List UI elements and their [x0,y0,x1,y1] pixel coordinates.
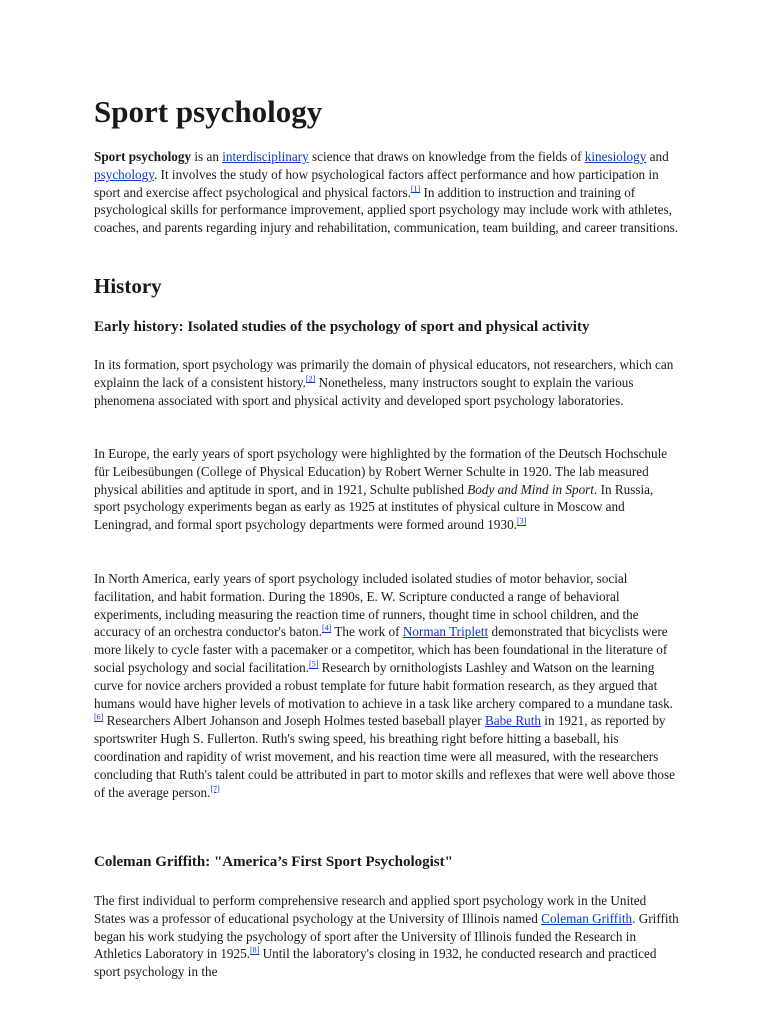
text-run: and [646,149,669,164]
reference-sup [322,624,331,633]
reference-sup [306,374,315,383]
reference-link-5[interactable]: [5] [308,659,319,669]
intro-paragraph [94,148,679,237]
paragraph-early-1 [94,356,679,409]
link-kinesiology[interactable]: kinesiology [584,149,647,164]
text-run: In Europe, the early years of sport psychology were highlighted by the formation of the Deutsch Hochschule für Leibesübungen (College of Physical Education) by Robert Werner Schulte in 1920. The lab measured physical abilities and aptitude in sport, and in 1921, Schulte published [94,446,668,497]
reference-link-4[interactable]: [4] [321,624,332,633]
book-title: Body and Mind in Sport [467,481,594,497]
link-interdisciplinary[interactable]: interdisciplinary [222,149,309,164]
paragraph-early-2 [94,445,679,534]
reference-link-8[interactable]: [8] [250,946,260,955]
text-run: is an [191,149,223,164]
text-run: In its formation, sport psychology was primarily the domain of physical educators, not researchers, which can explainn the lack of a consistent history. [94,357,674,390]
reference-sup [309,660,318,669]
subheading-coleman-griffith: Coleman Griffith: "America’s First Sport Psychologist" [94,854,453,870]
reference-link-1[interactable]: [1] [410,184,421,194]
link-coleman-griffith[interactable]: Coleman Griffith [541,910,633,926]
text-run: The first individual to perform comprehensive research and applied sport psychology work in the United States was a professor of educational psychology at the University of Illinois named [94,893,647,926]
reference-sup [411,184,420,193]
text-run: In North America, early years of sport psychology included isolated studies of motor behavior, social facilitation, and habit formation. During the 1890s, E. W. Scripture conducted a range of behavioral experiments, including measuring the reaction time of runners, thought time in school children, and the accuracy of an orchestra conductor's baton. [94,571,639,640]
text-run: demonstrated that bicyclists were more likely to cycle faster with a pacemaker or a competitor, which has been foundational in the literature of social psychology and social facilitation. [94,624,668,675]
link-babe-ruth[interactable]: Babe Ruth [484,713,541,729]
bold-term: Sport psychology [94,149,192,164]
text-run: In addition to instruction and training of psychological skills for performance improvement, applied sport psychology may include work with athletes, coaches, and parents regarding injury and rehabilitation, communication, team building, and career transitions. [94,184,679,236]
text-run: Nonetheless, many instructors sought to explain the various phenomena associated with sport and physical activity and developed sport psychology laboratories. [94,374,634,408]
text-run: Until the laboratory's closing in 1932, he conducted research and practiced sport psychology in the [94,946,657,980]
text-run: . In Russia, sport psychology experiments began as early as 1925 at institutes of physical culture in Moscow and Leningrad, and formal sport psychology departments were formed around 1930. [94,481,654,533]
text-run: in 1921, as reported by sportswriter Hugh S. Fullerton. Ruth's swing speed, his breathing right before hitting a baseball, his coordination and rapidity of wrist movement, and his reaction time were all measured, with the researchers concluding that Ruth's talent could be attributed in part to motor skills and reflexes that were well above those of the average person. [94,713,676,800]
reference-link-6[interactable]: [6] [94,712,104,722]
link-norman-triplett[interactable]: Norman Triplett [402,624,489,640]
text-run: . Griffith began his work studying the psychology of sport after the University of Illinois funded the Research in Athletics Laboratory in 1925. [94,910,679,962]
reference-sup [94,713,103,722]
subheading-early-history: Early history: Isolated studies of the psychology of sport and physical activity [94,319,590,335]
reference-sup [517,517,526,526]
link-psychology[interactable]: psychology [94,166,154,182]
reference-link-7[interactable]: [7] [210,784,220,794]
reference-link-2[interactable]: [2] [305,374,316,384]
paragraph-griffith-1 [94,892,679,981]
reference-sup [210,784,219,793]
reference-sup [250,946,259,955]
text-run: science that draws on knowledge from the fields of [308,149,585,164]
section-heading-history: History [94,274,162,298]
text-run: Researchers Albert Johanson and Joseph Holmes tested baseball player [103,713,485,729]
text-run: The work of [331,624,403,640]
page-title: Sport psychology [94,94,323,129]
text-run: . It involves the study of how psychological factors affect performance and how participation in sport and exercise affect psychological and physical factors. [94,166,659,200]
text-run: Research by ornithologists Lashley and Watson on the learning curve for novice archers provided a robust template for future habit formation research, as they argued that humans would have higher levels of motivation to achieve in a task like archery compared to a mundane task. [94,659,673,711]
paragraph-early-3 [94,570,679,801]
reference-link-3[interactable]: [3] [516,516,527,526]
